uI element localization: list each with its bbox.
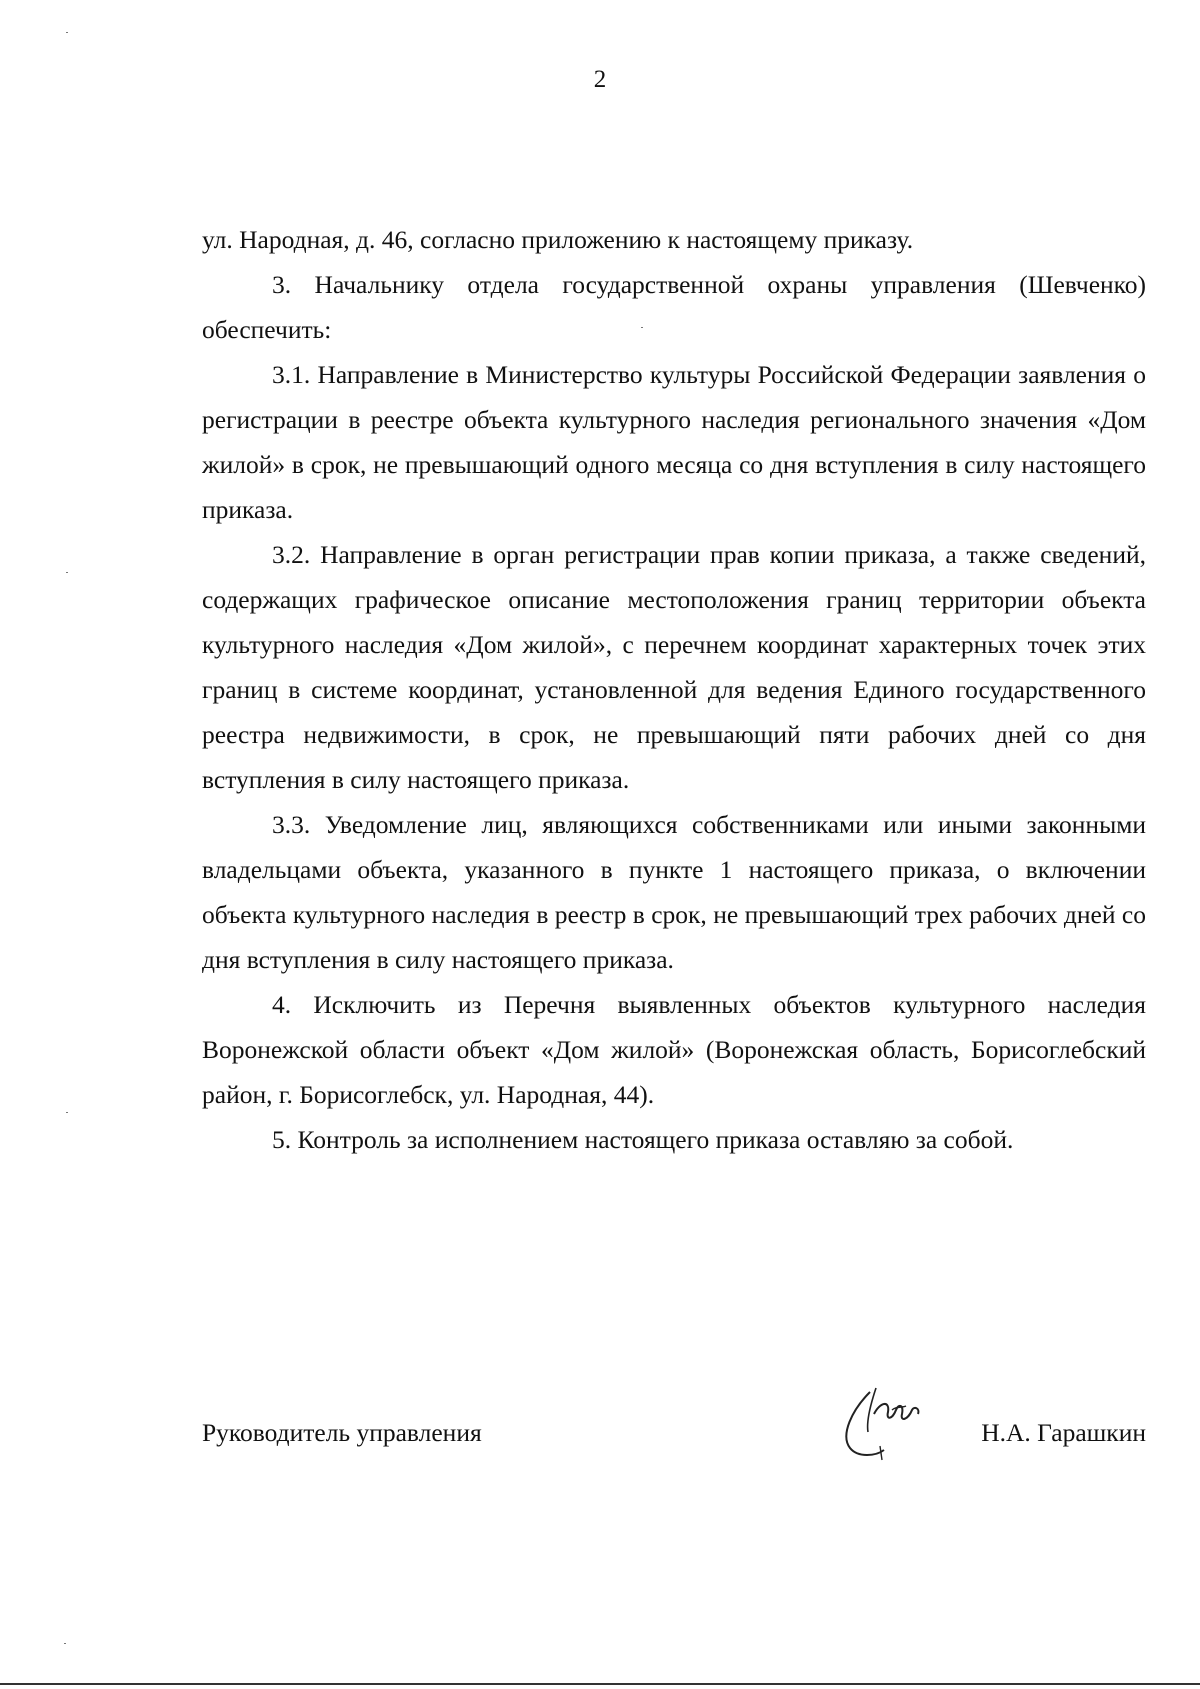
scan-speck (66, 572, 68, 573)
paragraph-item-3-1: 3.1. Направление в Министерство культуры Российской Федерации заявления о регистрации в реестре объекта культурного наследия регионального значения «Дом жилой» в срок, не превышающий одного месяца со дня вступления в силу настоящего приказа. (202, 360, 1146, 524)
handwritten-signature-icon (832, 1380, 942, 1470)
paragraph-item-5: 5. Контроль за исполнением настоящего приказа оставляю за собой. (272, 1125, 1014, 1154)
paragraph-item-3-3: 3.3. Уведомление лиц, являющихся собственниками или иными законными владельцами объекта, указанного в пункте 1 настоящего приказа, о включении объекта культурного наследия в реестр в срок, не превышающий трех рабочих дней со дня вступления в силу настоящего приказа. (202, 810, 1146, 974)
scan-speck (641, 327, 643, 328)
signature-block (202, 1400, 1146, 1480)
signatory-title: Руководитель управления (202, 1418, 482, 1447)
paragraph-item-3-2: 3.2. Направление в орган регистрации прав копии приказа, а также сведений, содержащих графическое описание местоположения границ территории объекта культурного наследия «Дом жилой», с перечнем координат характерных точек этих границ в системе координат, установленной для ведения Единого государственного реестра недвижимости, в срок, не превышающий пяти рабочих дней со дня вступления в силу настоящего приказа. (202, 540, 1146, 794)
page-bottom-edge (0, 1683, 1200, 1685)
paragraph-item-3: 3. Начальнику отдела государственной охраны управления (Шевченко) обеспечить: (202, 270, 1146, 344)
paragraph-item-4: 4. Исключить из Перечня выявленных объектов культурного наследия Воронежской области объект «Дом жилой» (Воронежская область, Борисоглебский район, г. Борисоглебск, ул. Народная, 44). (202, 990, 1146, 1109)
scan-speck (64, 1643, 66, 1644)
paragraph-continuation: ул. Народная, д. 46, согласно приложению к настоящему приказу. (202, 225, 914, 254)
page-number: 2 (593, 66, 607, 93)
document-body (202, 217, 1146, 1162)
scan-speck (66, 32, 68, 33)
scan-speck (66, 1112, 68, 1113)
signatory-name: Н.А. Гарашкин (981, 1418, 1146, 1447)
